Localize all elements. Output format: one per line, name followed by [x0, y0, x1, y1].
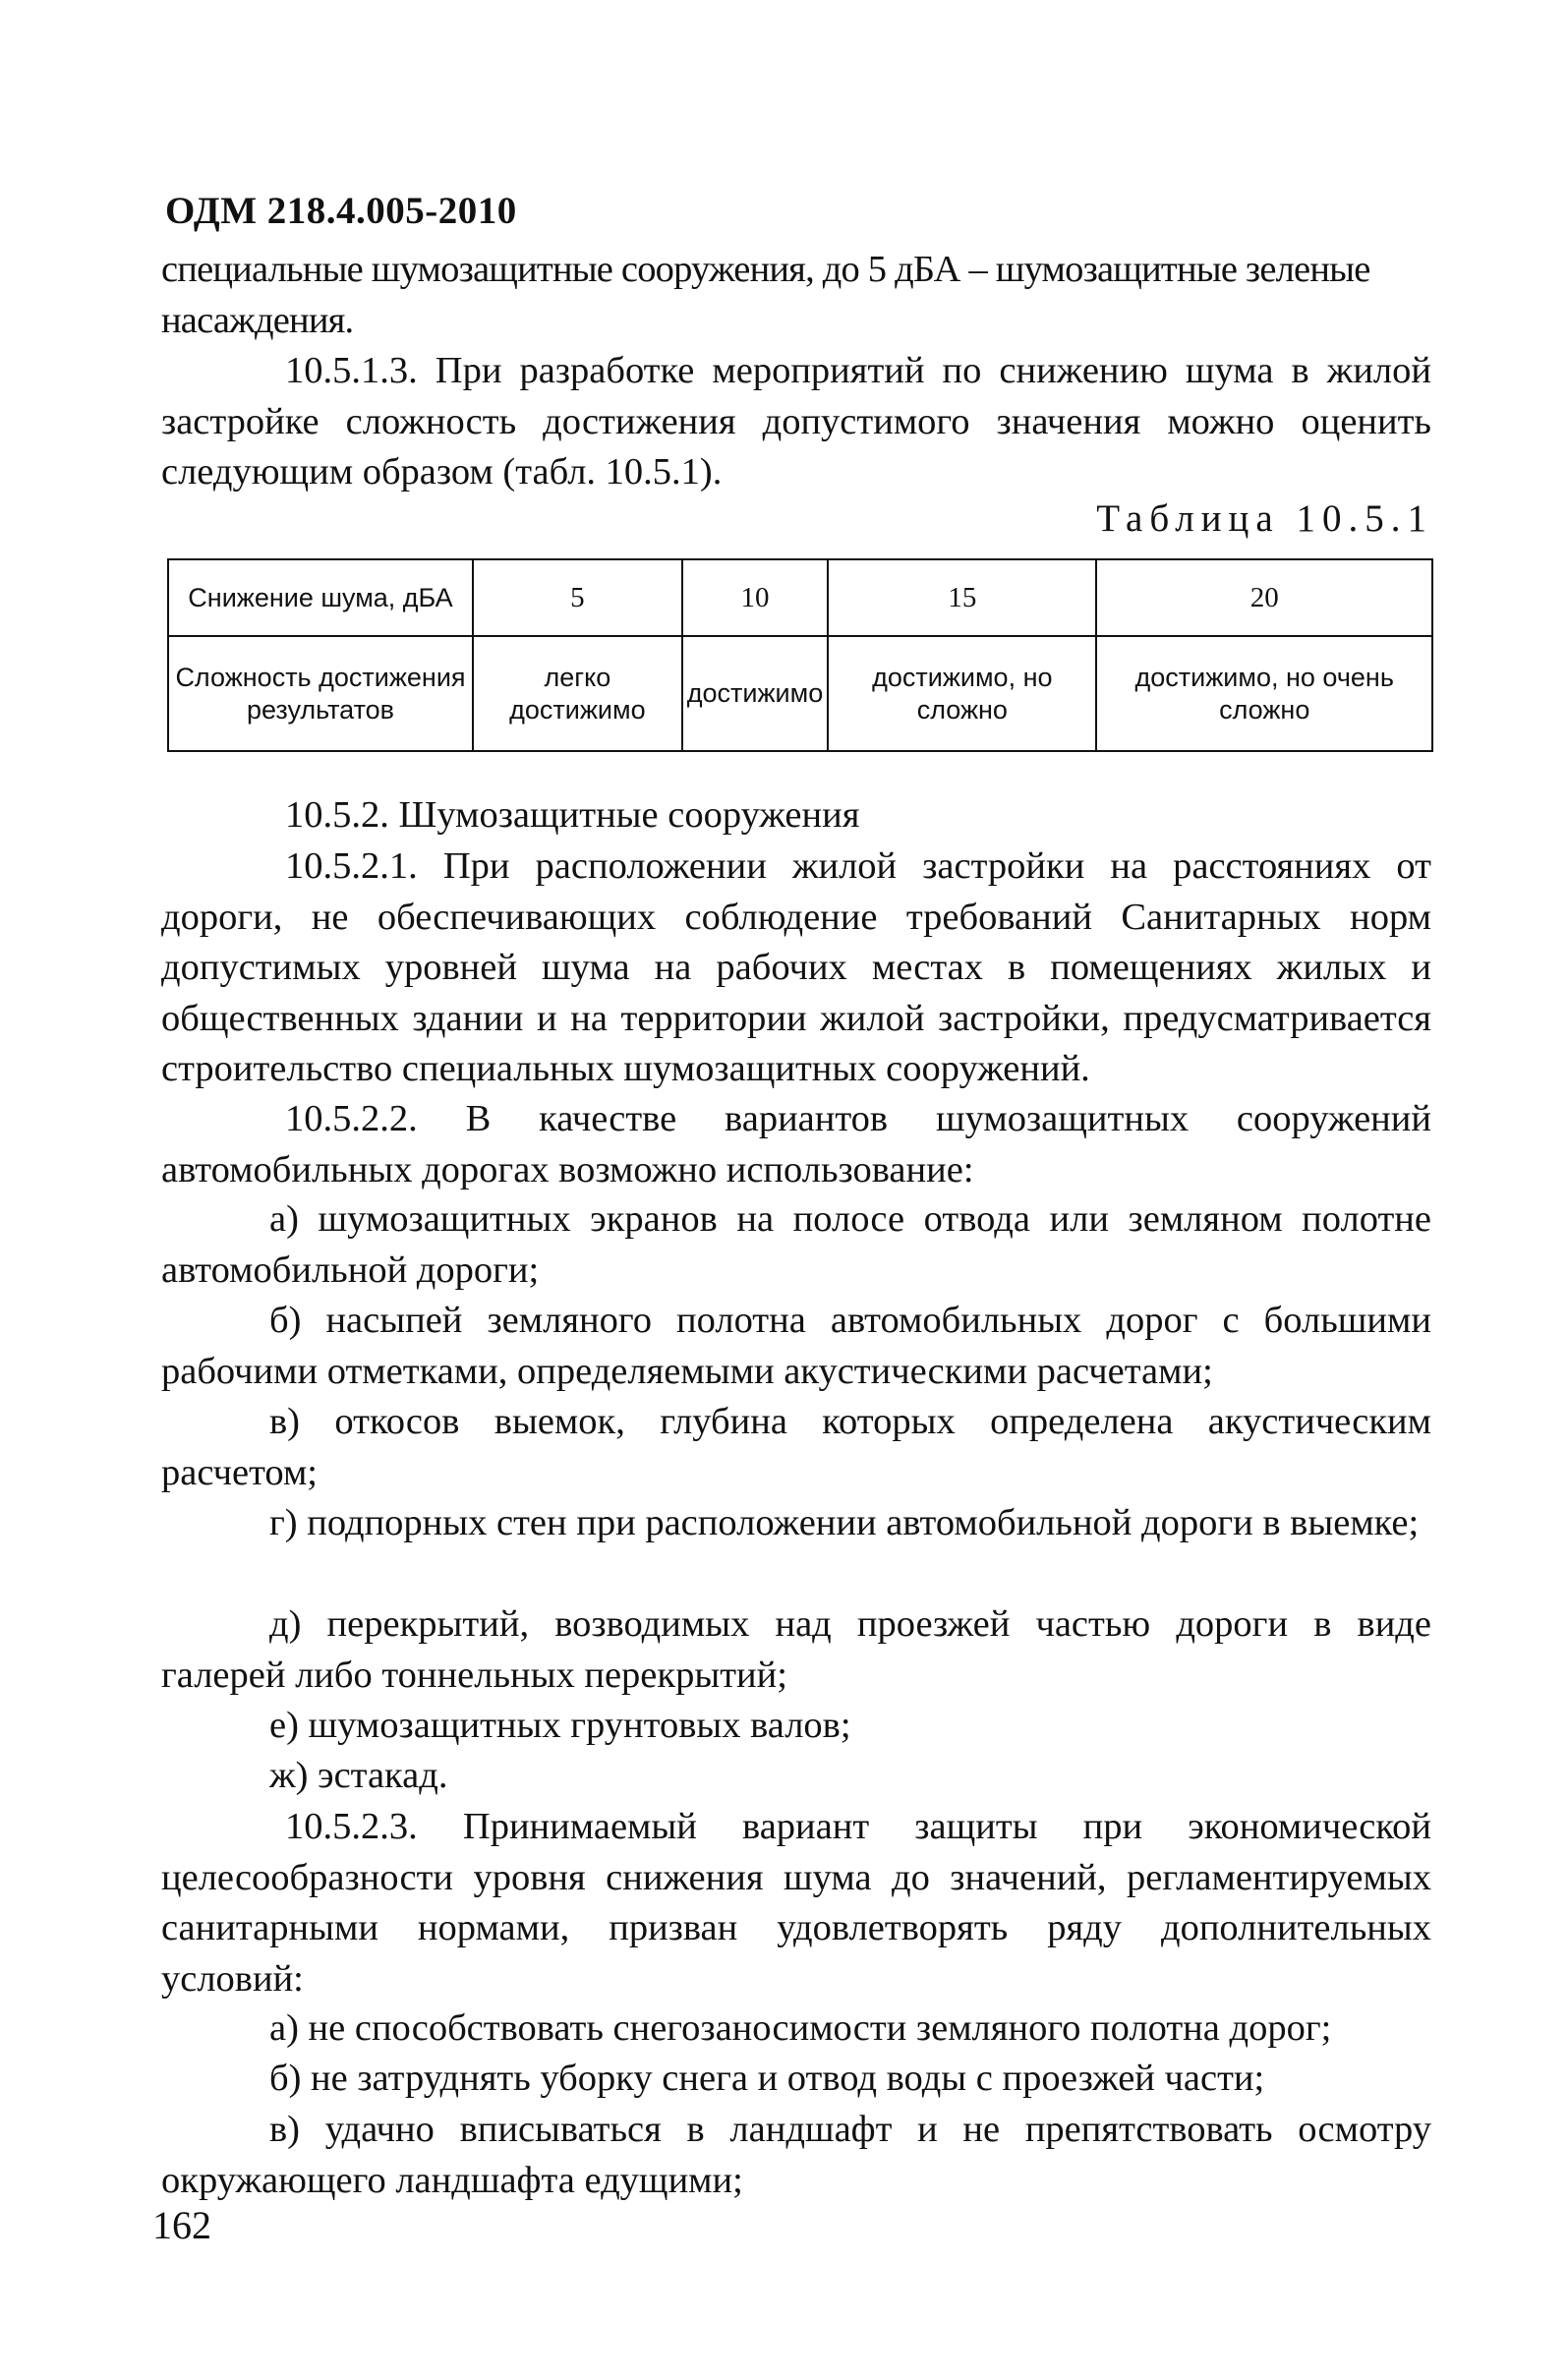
list-item: е) шумозащитных грунтовых валов; [269, 1705, 851, 1746]
paragraph-10-5-2-1 [161, 842, 1431, 1095]
table-cell: легко достижимо [473, 636, 682, 751]
list-item: в) откосов выемок, глубина которых определена акустическим расчетом; [161, 1401, 1431, 1493]
table-cell: 10 [682, 559, 828, 636]
list-item: д) перекрытий, возводимых над проезжей частью дороги в виде галерей либо тоннельных перекрытий; [161, 1603, 1431, 1696]
table-row [168, 636, 1432, 751]
paragraph-10-5-1-3-text: 10.5.1.3. При разработке мероприятий по снижению шума в жилой застройке сложность достижения допустимого значения можно оценить следующим образом (табл. 10.5.1). [161, 350, 1431, 493]
list-item: в) удачно вписываться в ландшафт и не препятствовать осмотру окружающего ландшафта едущими; [161, 2109, 1431, 2201]
list-item: а) шумозащитных экранов на полосе отвода или земляном полотне автомобильной дороги; [161, 1198, 1431, 1291]
table-cell: достижимо, но очень сложно [1096, 636, 1432, 751]
table-row [168, 559, 1432, 636]
list-item: б) насыпей земляного полотна автомобильных дорог с большими рабочими отметками, определяемыми акустическими расчетами; [161, 1300, 1431, 1392]
list-item: б) не затруднять уборку снега и отвод воды с проезжей части; [269, 2058, 1265, 2099]
table-cell: 15 [828, 559, 1096, 636]
intro-line-1: специальные шумозащитные сооружения, до 5 дБА – шумозащитные зеленые [161, 249, 1370, 290]
table-cell: Сложность достижения результатов [168, 636, 473, 751]
paragraph-10-5-2-2 [161, 1094, 1431, 1195]
paragraph-10-5-2-2-text: 10.5.2.2. В качестве вариантов шумозащитных сооружений автомобильных дорогах возможно использование: [161, 1098, 1431, 1190]
list-item: а) не способствовать снегозаносимости земляного полотна дорог; [269, 2007, 1332, 2049]
page-number: 162 [152, 2203, 211, 2247]
paragraph-10-5-1-3 [161, 346, 1431, 498]
document-header: ОДМ 218.4.005-2010 [165, 190, 517, 232]
noise-reduction-table [167, 558, 1433, 752]
list-item: ж) эстакад. [269, 1755, 448, 1796]
table-cell: достижимо [682, 636, 828, 751]
table-cell: 5 [473, 559, 682, 636]
intro-line-2: насаждения. [161, 299, 354, 341]
paragraph-10-5-2-3 [161, 1802, 1431, 2004]
table-caption: Таблица 10.5.1 [1096, 497, 1433, 540]
table-cell: 20 [1096, 559, 1432, 636]
paragraph-10-5-2-1-text: 10.5.2.1. При расположении жилой застройки на расстояниях от дороги, не обеспечивающих соблюдение требований Санитарных норм допустимых уровней шума на рабочих местах в помещениях жилых и общественных здании и на территории жилой застройки, предусматривается строительство специальных шумозащитных сооружений. [161, 845, 1431, 1089]
paragraph-10-5-2-3-text: 10.5.2.3. Принимаемый вариант защиты при экономической целесообразности уровня снижения шума до значений, регламентируемых санитарными нормами, призван удовлетворять ряду дополнительных условий: [161, 1806, 1431, 2000]
section-heading-text: 10.5.2. Шумозащитные сооружения [285, 794, 860, 836]
list-item: г) подпорных стен при расположении автомобильной дороги в выемке; [269, 1502, 1420, 1543]
section-heading-10-5-2 [161, 790, 1431, 842]
intro-paragraph [161, 245, 1431, 346]
table-cell: достижимо, но сложно [828, 636, 1096, 751]
table-cell: Снижение шума, дБА [168, 559, 473, 636]
